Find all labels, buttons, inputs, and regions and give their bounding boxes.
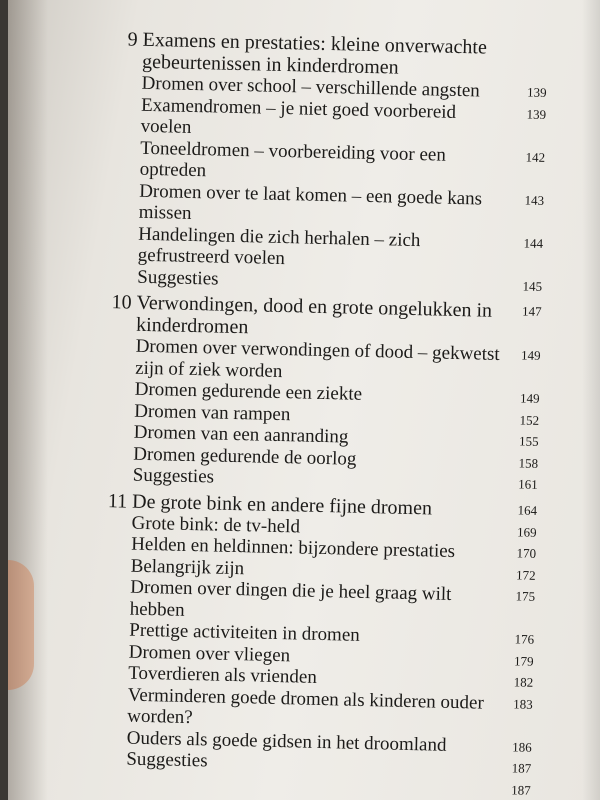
page-number: 176 (514, 631, 535, 647)
page-number: 147 (521, 303, 542, 319)
page-number: 170 (516, 545, 537, 561)
page-number: 139 (526, 84, 547, 100)
page-number: 172 (515, 566, 536, 583)
entry-title: Dromen over verwondingen of dood – gekwetst zijn of ziek worden (134, 335, 500, 382)
entry-title: Dromen over school – verschillende angsten (141, 72, 481, 102)
page-number: 164 (517, 501, 538, 518)
entry-title: Grote bink: de tv-held (131, 512, 301, 537)
entry-title: Helden en heldinnen: bijzondere prestaties (130, 533, 456, 563)
page-number: 142 (525, 149, 546, 165)
entry-title: Ouders als goede gidsen in het droomland (126, 727, 447, 756)
entry-title: Suggesties (126, 748, 208, 772)
thumb-holding-book (8, 560, 34, 690)
entry-title: Suggesties (132, 464, 215, 488)
entry-title: Suggesties (137, 266, 219, 290)
entry-title: Dromen van rampen (133, 400, 291, 425)
page-number: 155 (518, 433, 539, 449)
entry-title: Belangrijk zijn (130, 555, 245, 579)
page-number: 149 (519, 390, 540, 406)
entry-title: Dromen over vliegen (128, 641, 291, 666)
page-number: 169 (516, 523, 537, 540)
page-number: 187 (511, 760, 532, 776)
page-number: 139 (526, 106, 547, 122)
chapter-number: 10 (111, 291, 132, 314)
entry-title: Dromen van een aanranding (133, 421, 349, 448)
page-number (507, 37, 548, 82)
entry-title: Verminderen goede dromen als kinderen ouder worden? (127, 684, 485, 729)
page-number: 187 (511, 781, 531, 798)
page-number: 149 (520, 347, 541, 363)
chapter-number: 11 (107, 489, 128, 513)
page-number: 179 (513, 652, 534, 669)
page-number: 152 (519, 411, 540, 428)
chapter-title: Verwondingen, dood en grote ongelukken in kinderdromen (135, 291, 493, 339)
page-number: 161 (518, 476, 538, 492)
page-number: 175 (515, 588, 536, 604)
table-of-contents (91, 24, 548, 800)
entry-title: Examendromen – je niet goed voorbereid voelen (140, 94, 457, 138)
entry-title: Toneeldromen – voorbereiding voor een optreden (139, 137, 447, 182)
page-number: 186 (512, 738, 532, 755)
entry-title: Handelingen die zich herhalen – zich gefrustreerd voelen (137, 223, 421, 270)
entry-title: Toverdieren als vrienden (128, 662, 318, 688)
entry-title: Dromen over dingen die je heel graag wilt hebben (129, 576, 452, 621)
chapter-title: De grote bink en andere fijne dromen (131, 490, 433, 519)
entry-title: Dromen gedurende een ziekte (134, 378, 363, 405)
entry-title: Dromen over te laat komen – een goede kans missen (138, 180, 483, 224)
page-number: 143 (524, 191, 545, 208)
book-page (8, 0, 600, 800)
entry-title: Prettige activiteiten in dromen (129, 619, 361, 646)
chapter-title: Examens en prestaties: kleine onverwachte gebeurtenissen in kinderdromen (141, 28, 488, 79)
chapter-number: 9 (127, 28, 138, 51)
page-number: 158 (518, 454, 539, 471)
page-number: 183 (513, 695, 533, 712)
entry-title: Dromen gedurende de oorlog (133, 443, 357, 470)
page-number: 182 (513, 674, 534, 690)
page-edge (582, 0, 600, 800)
page-number: 145 (522, 277, 543, 294)
page-number: 144 (523, 234, 544, 251)
